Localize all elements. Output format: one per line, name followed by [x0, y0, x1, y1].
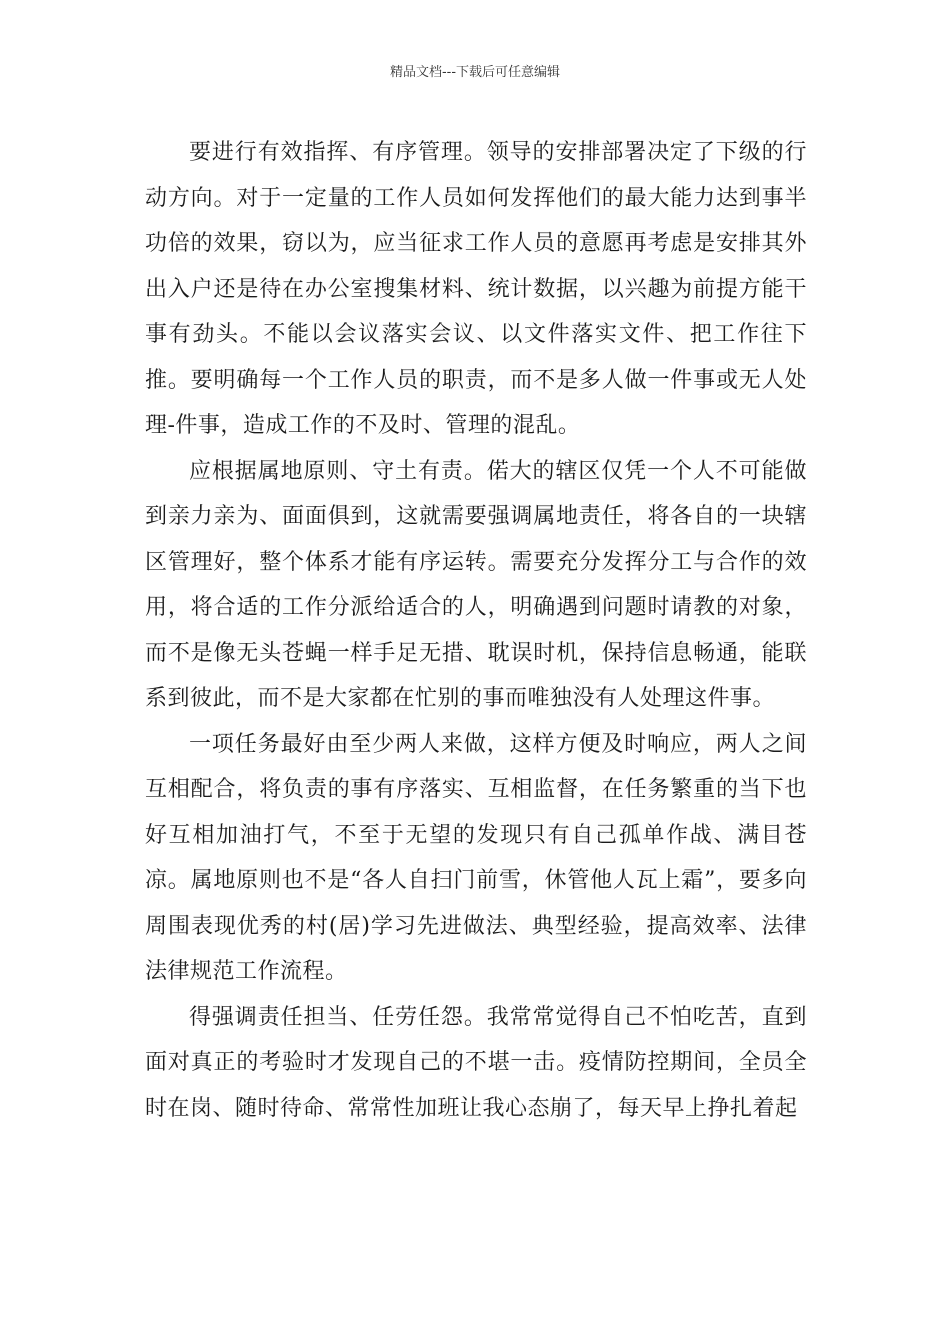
- page-header: 精品文档---下载后可任意编辑: [389, 65, 561, 80]
- paragraph-2: 应根据属地原则、守土有责。偌大的辖区仅凭一个人不可能做到亲力亲为、面面俱到，这就需要强调属地责任，将各自的一块辖区管理好，整个体系才能有序运转。需要充分发挥分工与合作的效用，将合适的工作分派给适合的人，明确遇到问题时请教的对象，而不是像无头苍蝇一样手足无措、耽误时机，保持信息畅通，能联系到彼此，而不是大家都在忙别的事而唯独没有人处理这件事。: [145, 458, 807, 711]
- paragraph-4: 得强调责任担当、任劳任怨。我常常觉得自己不怕吃苦，直到面对真正的考验时才发现自己的不堪一击。疫情防控期间，全员全时在岗、随时待命、常常性加班让我心态崩了，每天早上挣扎着起: [145, 1004, 807, 1121]
- document-body: [145, 130, 807, 1131]
- paragraph-3: 一项任务最好由至少两人来做，这样方便及时响应，两人之间互相配合，将负责的事有序落实、互相监督，在任务繁重的当下也好互相加油打气，不至于无望的发现只有自己孤单作战、满目苍凉。属地原则也不是“各人自扫门前雪，休管他人瓦上霜”，要多向周围表现优秀的村(居)学习先进做法、典型经验，提高效率、法律法律规范工作流程。: [145, 731, 807, 984]
- paragraph-1: 要进行有效指挥、有序管理。领导的安排部署决定了下级的行动方向。对于一定量的工作人员如何发挥他们的最大能力达到事半功倍的效果，窃以为，应当征求工作人员的意愿再考虑是安排其外出入户还是待在办公室搜集材料、统计数据，以兴趣为前提方能干事有劲头。不能以会议落实会议、以文件落实文件、把工作往下推。要明确每一个工作人员的职责，而不是多人做一件事或无人处理-件事，造成工作的不及时、管理的混乱。: [145, 140, 807, 438]
